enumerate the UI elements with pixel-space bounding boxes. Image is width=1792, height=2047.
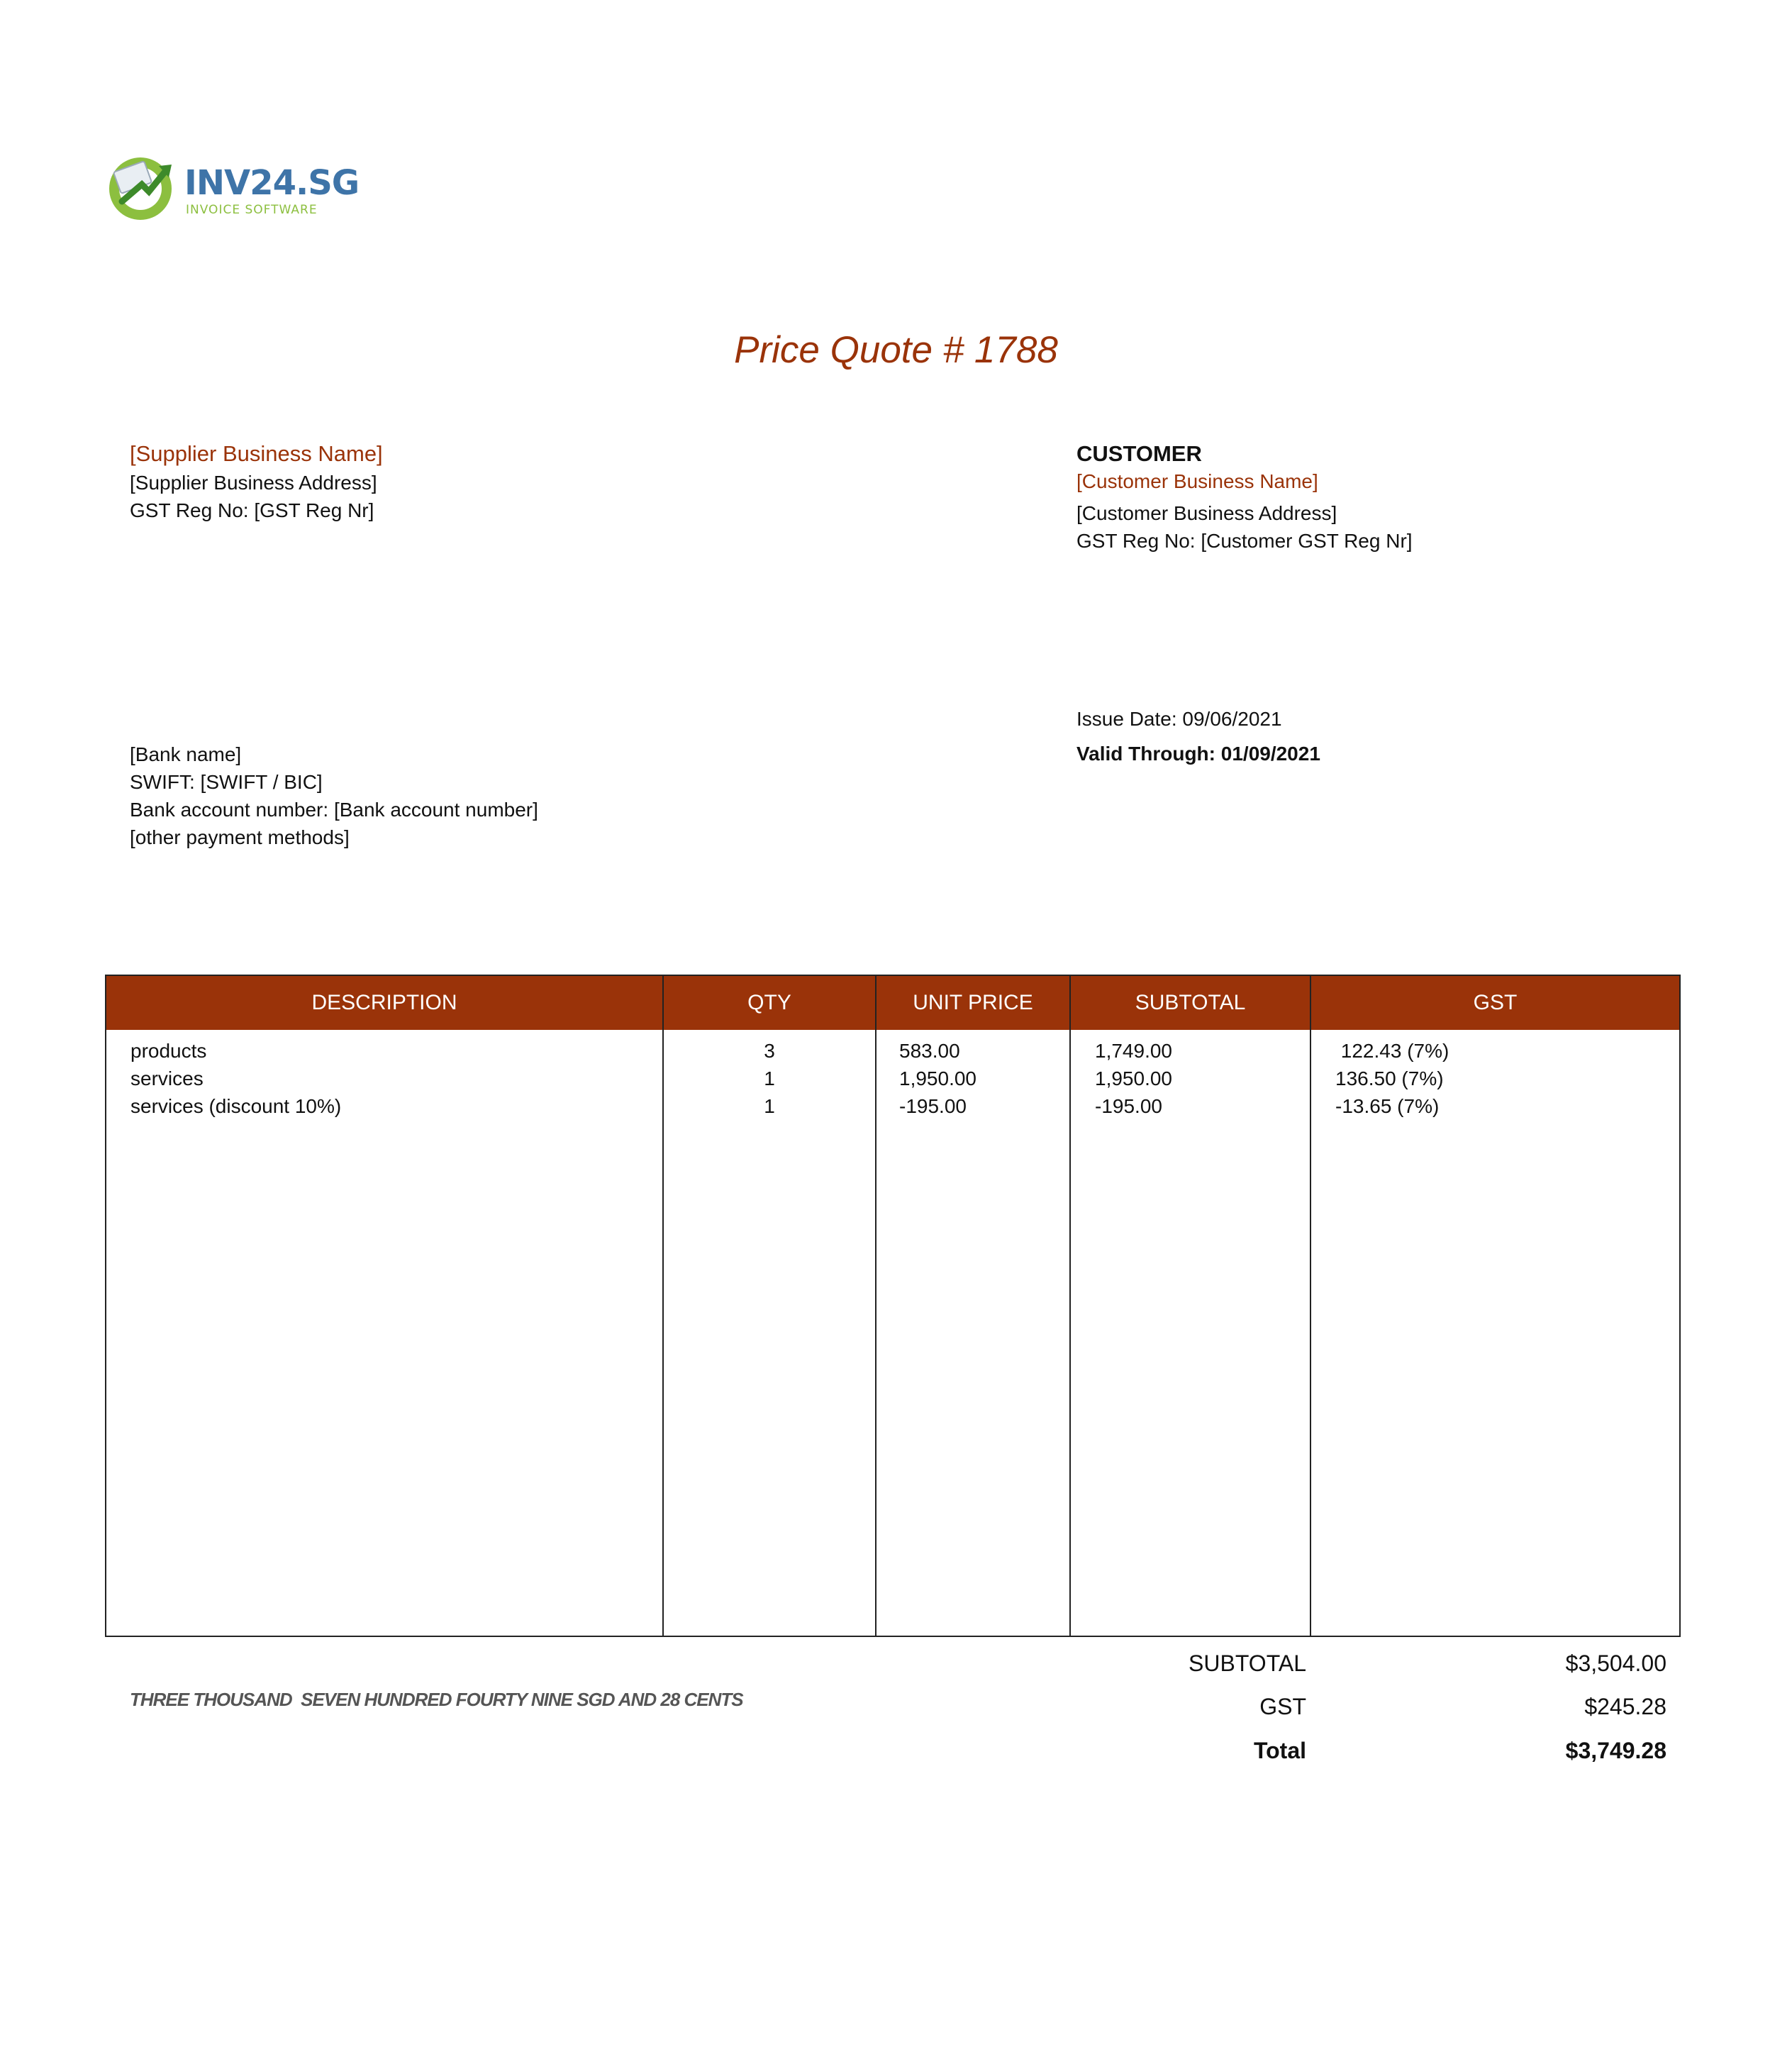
subtotal-column [1070,1030,1310,1636]
supplier-block [130,440,383,524]
customer-gst: GST Reg No: [Customer GST Reg Nr] [1076,530,1413,552]
table-header-row [106,975,1680,1030]
total-value: $3,749.28 [1565,1738,1666,1763]
gst-value: $245.28 [1584,1694,1666,1719]
table-cell: 3 [764,1040,775,1062]
table-cell: -195.00 [1095,1095,1162,1117]
subtotal-label: SUBTOTAL [1189,1651,1306,1676]
total-label: Total [1253,1738,1306,1763]
qty-column [663,1030,876,1636]
logo-tagline: INVOICE SOFTWARE [186,203,318,217]
logo [106,152,360,223]
table-cell: 1,950.00 [1095,1067,1172,1089]
customer-heading: CUSTOMER [1076,441,1202,466]
logo-icon [106,152,177,223]
header-unit-price: UNIT PRICE [876,975,1070,1030]
supplier-name: [Supplier Business Name] [130,441,383,466]
table-cell: -195.00 [899,1095,967,1117]
unit-price-column [876,1030,1070,1636]
page-title: Price Quote # 1788 [734,329,1058,371]
customer-name: [Customer Business Name] [1076,470,1318,492]
header-description: DESCRIPTION [106,975,663,1030]
totals-total-row [1064,1738,1666,1766]
customer-address: [Customer Business Address] [1076,502,1337,524]
bank-name: [Bank name] [130,743,242,765]
subtotal-value: $3,504.00 [1565,1651,1666,1676]
table-cell: 1,749.00 [1095,1040,1172,1062]
totals-gst-row [1064,1694,1666,1722]
table-cell: services [130,1067,204,1089]
bank-block [130,740,538,851]
table-cell: 122.43 (7%) [1335,1040,1449,1062]
supplier-address: [Supplier Business Address] [130,472,377,494]
table-cell: services (discount 10%) [130,1095,342,1117]
issue-date: Issue Date: 09/06/2021 [1076,708,1282,730]
amount-in-words: THREE THOUSAND SEVEN HUNDRED FOURTY NINE SGD AND 28 CENTS [130,1689,743,1710]
table-cell: products [130,1040,207,1062]
gst-label: GST [1259,1694,1306,1719]
customer-block [1076,440,1413,555]
description-column [106,1030,663,1636]
dates-block [1076,705,1320,767]
supplier-gst: GST Reg No: [GST Reg Nr] [130,499,374,521]
items-table [105,975,1681,1637]
header-qty: QTY [663,975,876,1030]
totals-subtotal-row [1064,1651,1666,1679]
gst-column [1310,1030,1680,1636]
bank-other-methods: [other payment methods] [130,826,350,848]
logo-name: INV24.SG [184,163,360,203]
table-cell: 136.50 (7%) [1335,1067,1444,1089]
table-cell: -13.65 (7%) [1335,1095,1440,1117]
table-cell: 1 [764,1095,775,1117]
bank-swift: SWIFT: [SWIFT / BIC] [130,771,323,793]
header-gst: GST [1310,975,1680,1030]
table-body-row [106,1030,1680,1636]
table-cell: 1 [764,1067,775,1089]
header-subtotal: SUBTOTAL [1070,975,1310,1030]
valid-through: Valid Through: 01/09/2021 [1076,743,1320,765]
bank-account: Bank account number: [Bank account number] [130,799,538,821]
table-cell: 583.00 [899,1040,960,1062]
table-cell: 1,950.00 [899,1067,976,1089]
